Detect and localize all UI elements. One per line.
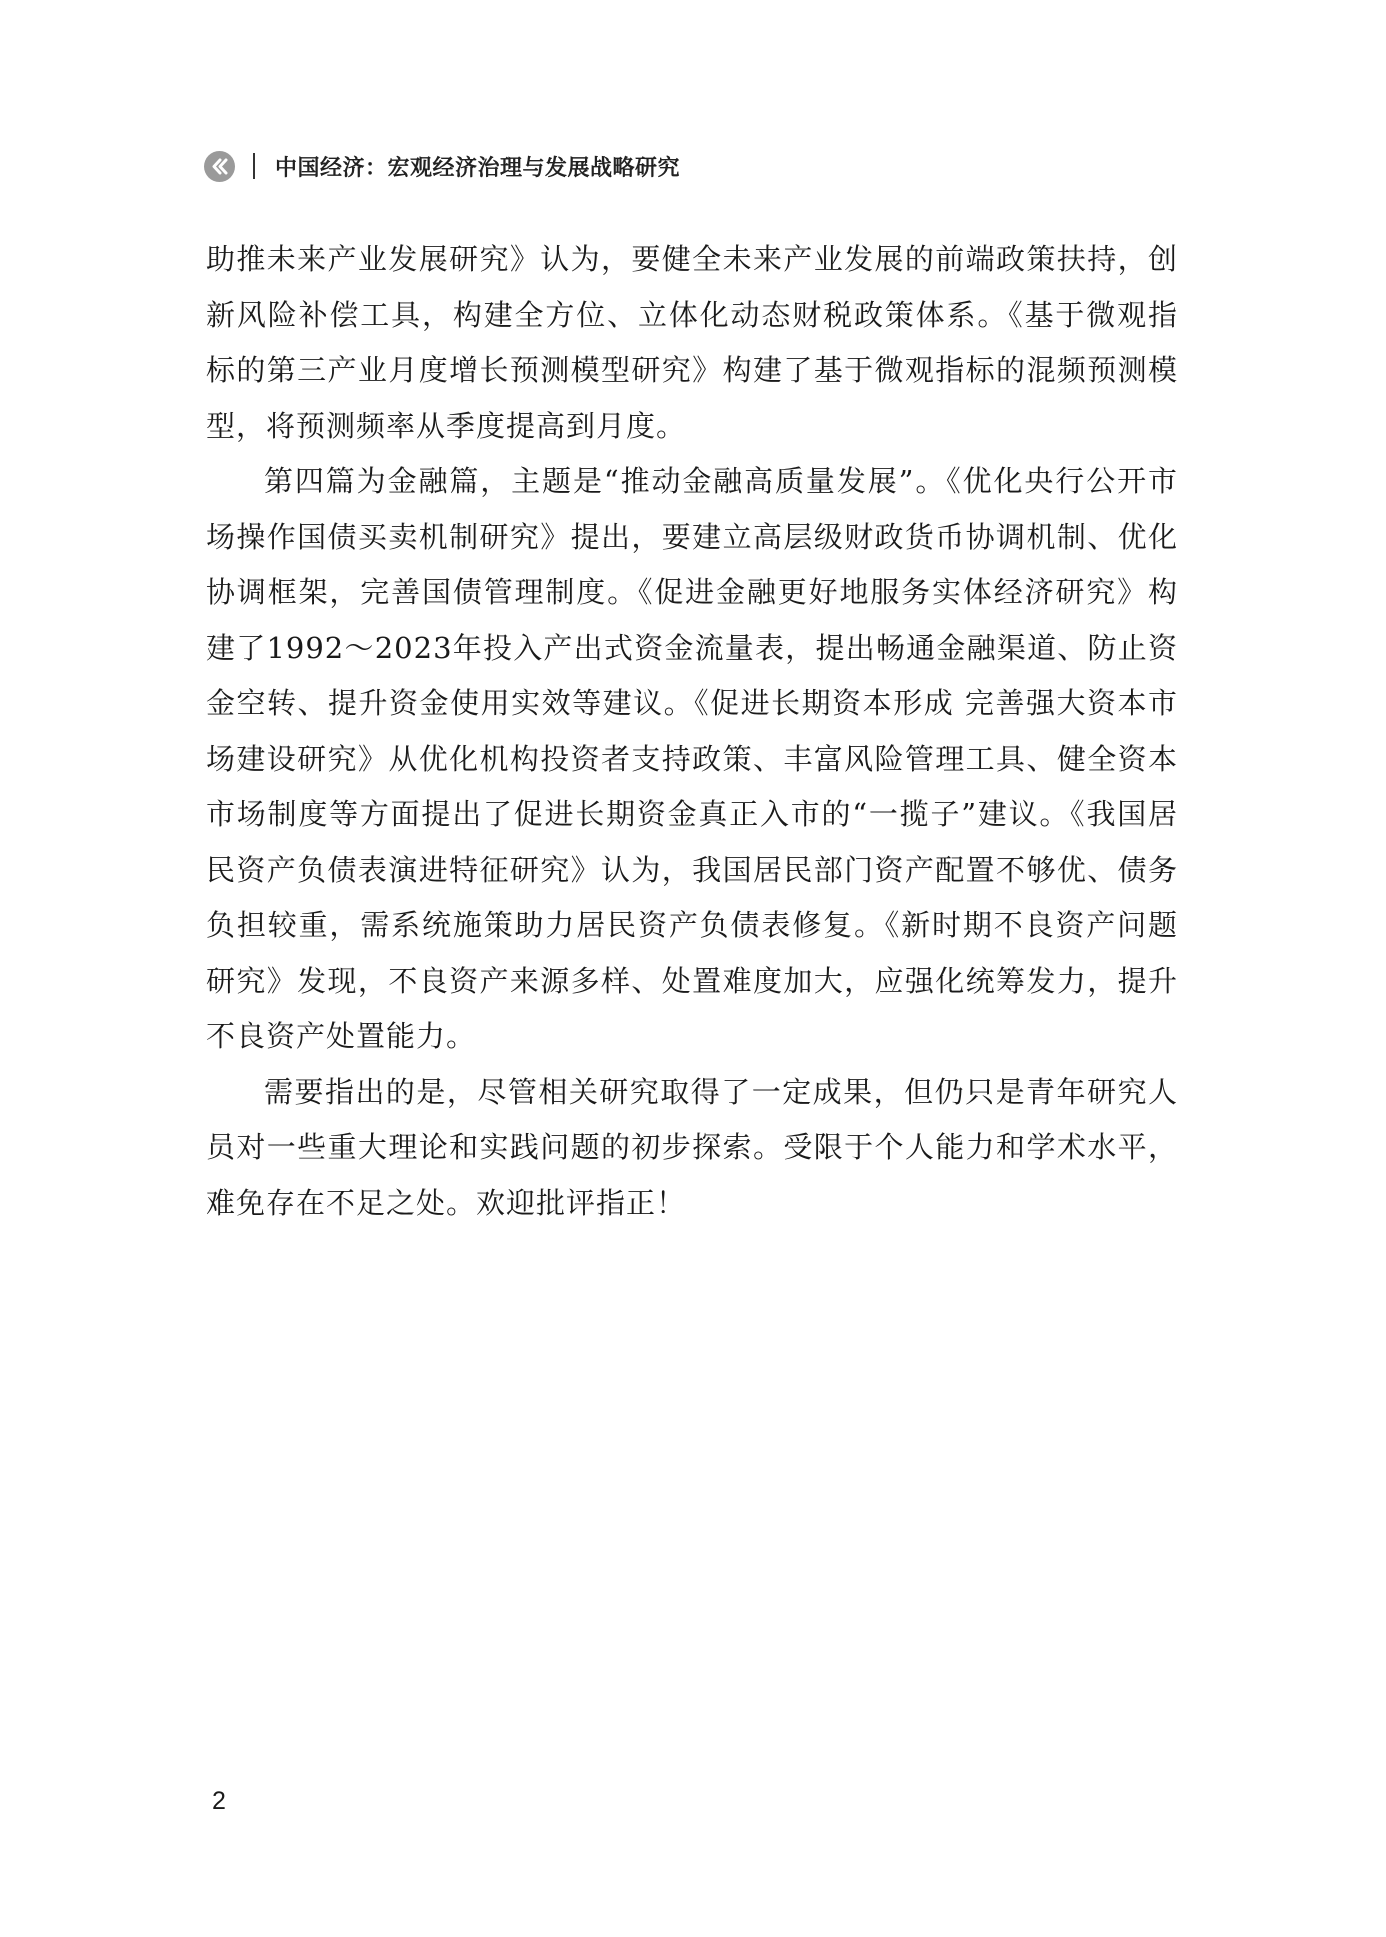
- double-chevron-left-icon: [204, 151, 235, 182]
- book-title: 中国经济：宏观经济治理与发展战略研究: [275, 155, 681, 181]
- paragraph-continued: 助推未来产业发展研究》认为，要健全未来产业发展的前端政策扶持，创新风险补偿工具，构建全方位、立体化动态财税政策体系。《基于微观指标的第三产业月度增长预测模型研究》构建了基于微观指标的混频预测模型，将预测频率从季度提高到月度。: [206, 242, 1178, 443]
- paragraph-finance: 第四篇为金融篇，主题是“推动金融高质量发展”。《优化央行公开市场操作国债买卖机制研究》提出，要建立高层级财政货币协调机制、优化协调框架，完善国债管理制度。《促进金融更好地服务实体经济研究》构建了1992～2023年投入产出式资金流量表，提出畅通金融渠道、防止资金空转、提升资金使用实效等建议。《促进长期资本形成 完善强大资本市场建设研究》从优化机构投资者支持政策、丰富风险管理工具、健全资本市场制度等方面提出了促进长期资金真正入市的“一揽子”建议。《我国居民资产负债表演进特征研究》认为，我国居民部门资产配置不够优、债务负担较重，需系统施策助力居民资产负债表修复。《新时期不良资产问题研究》发现，不良资产来源多样、处置难度加大，应强化统筹发力，提升不良资产处置能力。: [206, 464, 1178, 1053]
- page-number: 2: [212, 1787, 226, 1815]
- paragraph-closing: 需要指出的是，尽管相关研究取得了一定成果，但仍只是青年研究人员对一些重大理论和实践问题的初步探索。受限于个人能力和学术水平，难免存在不足之处。欢迎批评指正！: [206, 1074, 1178, 1220]
- header-divider: [253, 153, 255, 179]
- body-text: [206, 232, 1178, 1231]
- running-header: [204, 148, 680, 184]
